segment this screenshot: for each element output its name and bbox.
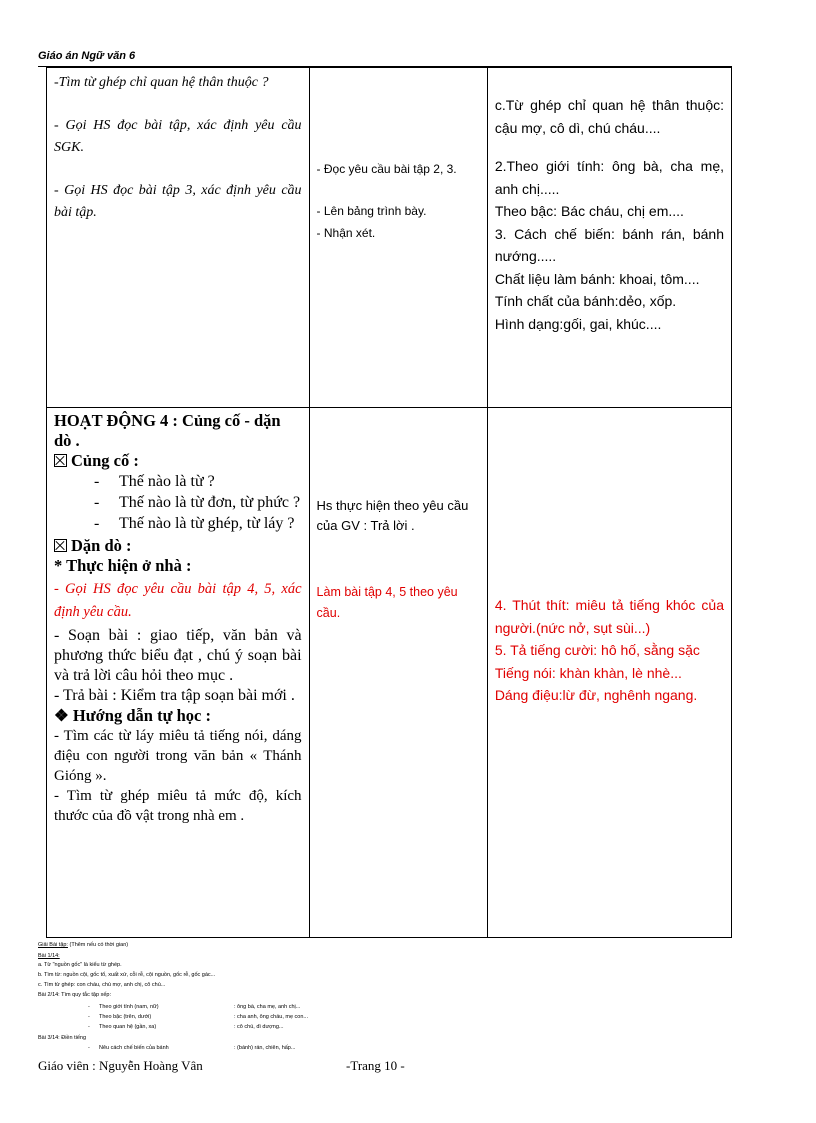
cungco-heading: Củng cố : [54,451,302,471]
homework-answer: 5. Tả tiếng cười: hô hố, sằng sặc [494,642,700,658]
notes-row-value: : ông bà, cha mẹ, anh chị... [234,1004,301,1010]
content-cell [487,68,731,408]
answer-text: Hình dạng:gối, gai, khúc.... [494,315,662,332]
lesson-table [46,67,732,938]
list-item: - Thế nào là từ ? [94,471,302,492]
notes-row-value: : (bánh) rán, chiên, hấp... [234,1045,296,1051]
notes-row: - Theo bậc (trên, dưới) [88,1014,152,1020]
student-homework: Làm bài tập 4, 5 theo yêu cầu. [316,585,458,620]
answer-text: Tính chất của bánh:dẻo, xốp. [494,293,677,309]
self-study-heading: ❖ Hướng dẫn tự học : [54,706,211,725]
answer-text: 2.Theo giới tính: ông bà, cha mẹ, anh chị..... [494,158,724,197]
notes-line: Bài 1/14: [38,953,60,959]
student-activity-cell [309,408,487,938]
self-study-text: - Tìm các từ láy miêu tả tiếng nói, dáng điệu con người trong văn bản « Thánh Gióng ». [54,728,302,784]
notes-row: - Theo giới tính (nam, nữ) [88,1004,159,1010]
table-row [47,408,732,938]
question-text: -Tìm từ ghép chỉ quan hệ thân thuộc ? [54,75,269,90]
notes-line: Bài 2/14: Tìm quy tắc tập xếp: [38,992,111,998]
notes-line: a. Từ "nguồn gốc" là kiểu từ ghép. [38,962,122,968]
notes-line: c. Tìm từ ghép: con cháu, chú mợ, anh chị, cô chú... [38,982,166,988]
notes-line: b. Tìm từ: nguồn cội, gốc tổ, xuất xứ, cỗi rễ, cội nguồn, gốc rễ, gốc gác... [38,972,216,978]
instruction-text: - Gọi HS đọc bài tập, xác định yêu cầu SGK. [54,118,302,155]
notes-row-value: : cha anh, ông cháu, mẹ con... [234,1014,308,1020]
answer-text: 3. Cách chế biến: bánh rán, bánh nướng..... [494,225,724,264]
instruction-text: - Gọi HS đọc bài tập 3, xác định yêu cầu bài tập. [54,183,302,220]
checkbox-x-icon [54,539,67,552]
teacher-activity-cell [47,68,310,408]
document-header: Giáo án Ngữ văn 6 [38,50,136,62]
activity-heading: HOẠT ĐỘNG 4 : Củng cố - dặn dò . [54,411,281,450]
homework-answer: Tiếng nói: khàn khàn, lè nhè... [494,664,682,681]
question-list [54,471,302,534]
list-item: - Thế nào là từ ghép, từ láy ? [94,513,302,534]
answer-text: c.Từ ghép chỉ quan hệ thân thuộc: cậu mợ, cô dì, chú cháu.... [494,97,724,136]
red-instruction: - Gọi HS đọc yêu cầu bài tập 4, 5, xác định yêu cầu. [54,581,302,620]
tra-bai-text: - Trả bài : Kiểm tra tập soạn bài mới . [54,687,295,704]
checkbox-x-icon [54,454,67,467]
student-task: - Lên bảng trình bày. [316,204,427,218]
teacher-name: Giáo viên : Nguyễn Hoàng Vân [38,1058,203,1073]
self-study-text: - Tìm từ ghép miêu tả mức độ, kích thước của đồ vật trong nhà em . [54,788,302,824]
notes-title: Giải Bài tập: (Thêm nếu có thời gian) [38,942,129,948]
content-cell [487,408,731,938]
dando-heading: Dặn dò : [54,536,302,556]
diamond-bullet-icon: ❖ [54,706,69,725]
student-task: - Nhận xét. [316,226,376,240]
homework-answer: 4. Thút thít: miêu tả tiếng khóc của người.(nức nở, sụt sùi...) [494,597,724,636]
home-task-heading: * Thực hiện ở nhà : [54,556,192,575]
student-response: Hs thực hiện theo yêu cầu của GV : Trả lời . [316,498,469,533]
notes-row: - Theo quan hệ (gần, xa) [88,1024,157,1030]
homework-answer: Dáng điệu:lừ đừ, nghênh ngang. [494,687,698,703]
answer-text: Theo bậc: Bác cháu, chị em.... [494,203,684,219]
soan-bai-text: - Soạn bài : giao tiếp, văn bản và phương thức biểu đạt , chú ý soạn bài và trả lời câu hỏi theo mục . [54,627,302,684]
answer-text: Chất liệu làm bánh: khoai, tôm.... [494,270,700,287]
page-number: -Trang 10 - [346,1058,405,1073]
teacher-activity-cell [47,408,310,938]
list-item: - Thế nào là từ đơn, từ phức ? [94,492,302,513]
student-task: - Đọc yêu cầu bài tập 2, 3. [316,162,457,176]
notes-line: Bài 3/14: Điền tiếng [38,1035,87,1041]
student-activity-cell [309,68,487,408]
notes-row: - Nêu cách chế biến của bánh [88,1045,169,1051]
notes-row-value: : cô chú, dì dượng... [234,1024,284,1030]
table-row [47,68,732,408]
